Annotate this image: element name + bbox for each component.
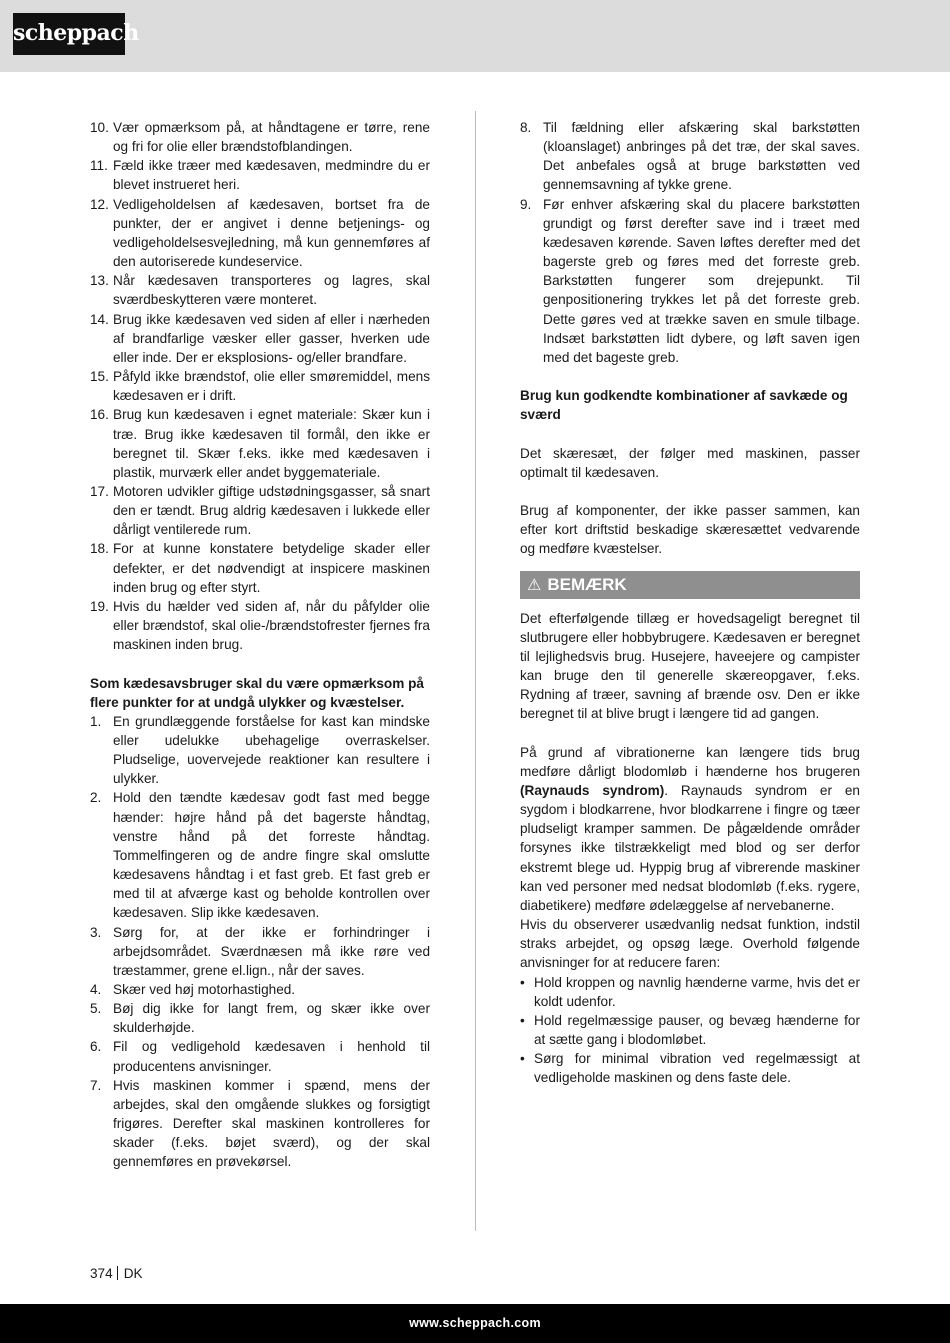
item-number: 12. — [90, 196, 109, 212]
right-column — [520, 118, 860, 1087]
paragraph: Brug af komponenter, der ikke passer sammen, kan efter kort driftstid beskadige skæresættet vedvarende og medføre kvæstelser. — [520, 503, 860, 557]
item-text: Før enhver afskæring skal du placere barkstøtten grundigt og først derefter save ind i træet med kædesaven kørende. Saven løftes derefter med det bagerste greb og føres med det forreste greb. Barkstøtten fungerer som drejepunkt. Til genpositionering trykkes let på det forreste greb. Dette gøres ved at trække saven en smule tilbage. Indsæt barkstøtten lidt dybere, og løft saven igen med det bageste greb. — [543, 196, 860, 365]
item-text: Vedligeholdelsen af kædesaven, bortset fra de punkter, der er angivet i denne betjenings- og vedligeholdelsesvejledning, må kun gennemføres af den autoriserede kundeservice. — [113, 196, 430, 270]
paragraph — [520, 743, 860, 915]
list-item — [520, 973, 860, 1011]
item-number: 1. — [90, 713, 102, 729]
item-number: 16. — [90, 407, 109, 423]
list-item — [90, 980, 430, 999]
list-item — [520, 118, 860, 195]
item-text: Hvis maskinen kommer i spænd, mens der arbejdes, skal den omgående slukkes og forsigtigt frigøres. Derefter skal maskinen kontrolleres for skader (f.eks. bøjet sværd), og der skal gennemføres en prøvekørsel. — [113, 1077, 430, 1170]
item-text: Når kædesaven transporteres og lagres, skal sværdbeskytteren være monteret. — [113, 273, 430, 308]
item-text: Skær ved høj motorhastighed. — [113, 982, 296, 998]
list-item — [90, 1076, 430, 1172]
item-number: 18. — [90, 541, 109, 557]
brand-logo: scheppach — [13, 13, 125, 55]
list-item — [90, 482, 430, 539]
bullet-icon: • — [520, 974, 525, 990]
item-text: Bøj dig ikke for langt frem, og skær ikke over skulderhøjde. — [113, 1001, 430, 1036]
list-item — [90, 195, 430, 272]
item-number: 15. — [90, 369, 109, 385]
item-text: Vær opmærksom på, at håndtagene er tørre, rene og fri for olie eller brændstofblandingen. — [113, 120, 430, 155]
item-number: 6. — [90, 1039, 102, 1055]
footer-separator — [117, 1266, 118, 1280]
item-text: Brug kun kædesaven i egnet materiale: Skær kun i træ. Brug ikke kædesaven til formål, den ikke er beregnet til. Skær f.eks. ikke med kædesaven i plastik, murværk eller andet byggemateriale. — [113, 407, 430, 480]
item-number: 10. — [90, 120, 109, 135]
section-heading: Brug kun godkendte kombinationer af savkæde og sværd — [520, 388, 848, 423]
item-text: Fæld ikke træer med kædesaven, medmindre du er blevet instrueret heri. — [113, 158, 430, 193]
language-code: DK — [123, 1266, 143, 1281]
item-number: 2. — [90, 790, 102, 806]
list-item — [90, 271, 430, 309]
list-item — [90, 118, 430, 156]
header-bar — [0, 0, 950, 72]
spacer — [520, 424, 860, 443]
list-item — [90, 712, 430, 789]
bullet-icon: • — [520, 1012, 525, 1028]
list-item — [90, 923, 430, 980]
note-title: BEMÆRK — [547, 574, 627, 594]
left-column — [90, 118, 430, 1172]
item-text: Hold den tændte kædesav godt fast med begge hænder: højre hånd på det bagerste håndtag, venstre hånd på det forreste håndtag. Tommelfingeren og de andre fingre skal omslutte kædesavens håndtag i et fast greb. Et fast greb er med til at afværge kast og beholde kontrollen over kædesaven. Slip ikke kædesaven. — [113, 790, 430, 921]
item-text: Hold kroppen og navnlig hænderne varme, hvis det er koldt udenfor. — [534, 974, 860, 1009]
paragraph: Det skæresæt, der følger med maskinen, passer optimalt til kædesaven. — [520, 445, 860, 480]
list-item — [90, 310, 430, 367]
item-number: 5. — [90, 1001, 102, 1017]
list-item — [90, 1037, 430, 1075]
item-text: Hvis du hælder ved siden af, når du påfylder olie eller brændstof, skal olie-/brændstofrester fjernes fra maskinen inden brug. — [113, 598, 430, 653]
list-item — [90, 367, 430, 405]
item-number: 3. — [90, 924, 102, 940]
paragraph: Hvis du observerer usædvanlig nedsat funktion, indstil straks arbejdet, og opsøg læge. Overhold følgende anvisninger for at reducere faren: — [520, 917, 860, 971]
list-item — [520, 1049, 860, 1087]
list-item — [90, 597, 430, 654]
page-number: 374 — [90, 1266, 113, 1281]
item-number: 13. — [90, 273, 109, 289]
item-number: 4. — [90, 982, 102, 998]
item-text: Motoren udvikler giftige udstødningsgasser, så snart den er tændt. Brug aldrig kædesaven i lukkede eller dårligt ventilerede rum. — [113, 483, 430, 538]
item-text: En grundlæggende forståelse for kast kan mindske eller udelukke ubehagelige overraskelser. Pludselige, uovervejede reaktioner kan resultere i ulykker. — [113, 713, 430, 787]
item-text: Fil og vedligehold kædesaven i henhold til producentens anvisninger. — [113, 1039, 430, 1074]
list-item — [90, 539, 430, 596]
spacer — [520, 723, 860, 742]
item-number: 11. — [90, 158, 108, 174]
item-text: For at kunne konstatere betydelige skader eller defekter, er det nødvendigt at inspicere maskinen inden brug og efter styrt. — [113, 541, 430, 595]
list-item — [90, 999, 430, 1037]
paragraph: Det efterfølgende tillæg er hovedsageligt beregnet til slutbrugere eller hobbybrugere. Kædesaven er beregnet til lejlighedsvis brug. Husejere, haveejere og campister kan bruge den til generelle skæreopgaver, f.eks. Rydning af træer, savning af brænde osv. Den er ikke beregnet til at blive brugt i længere tid ad gangen. — [520, 610, 860, 722]
item-number: 17. — [90, 483, 109, 499]
safety-list-continued — [90, 118, 430, 654]
paragraph-text: . Raynauds syndrom er en sygdom i blodkarrene, hvor blodkarrene i fingre og tæer pludseligt kramper sammen. De pågældende områder forsynes ikke tilstrækkeligt med blod og ser derfor ekstremt blege ud. Hyppig brug af vibrerende maskiner kan ved personer med nedsat blodomløb (f.eks. rygere, diabetikere) medføre ødelæggelse af nervebanerne. — [520, 782, 860, 913]
bullet-list — [520, 973, 860, 1088]
warning-icon: ⚠ — [527, 576, 542, 594]
item-number: 19. — [90, 598, 109, 614]
kickback-list — [90, 712, 430, 1172]
website-link[interactable]: www.scheppach.com — [409, 1316, 541, 1330]
list-item — [90, 788, 430, 922]
item-text: Hold regelmæssige pauser, og bevæg hænderne for at sætte gang i blodomløbet. — [534, 1012, 860, 1047]
item-text: Påfyld ikke brændstof, olie eller smøremiddel, mens kædesaven er i drift. — [113, 369, 430, 404]
spacer — [520, 482, 860, 501]
list-item — [520, 1011, 860, 1049]
item-number: 7. — [90, 1077, 102, 1093]
spacer — [520, 367, 860, 386]
item-number: 8. — [520, 120, 532, 135]
item-text: Sørg for, at der ikke er forhindringer i arbejdsområdet. Sværdnæsen må ikke røre ved træstammer, grene el.lign., når der saves. — [113, 924, 430, 978]
paragraph-text: På grund af vibrationerne kan længere tids brug medføre dårligt blodomløb i hænderne hos brugeren — [520, 744, 860, 779]
item-text: Sørg for minimal vibration ved regelmæssigt at vedligeholde maskinen og dens faste dele. — [534, 1051, 860, 1086]
bottom-bar — [0, 1304, 950, 1343]
item-number: 14. — [90, 311, 109, 327]
spacer — [90, 654, 430, 673]
item-text: Brug ikke kædesaven ved siden af eller i nærheden af brandfarlige væsker eller gasser, hverken ude eller inde. Der er eksplosions- og/eller brandfare. — [113, 311, 430, 365]
item-number: 9. — [520, 196, 532, 212]
section-heading: Som kædesavsbruger skal du være opmærksom på flere punkter for at undgå ulykker og kvæstelser. — [90, 675, 424, 710]
bullet-icon: • — [520, 1051, 525, 1067]
item-text: Til fældning eller afskæring skal barkstøtten (kloanslaget) anbringes på det træ, der skal saves. Det anbefales også at bruge barkstøtten ved gennemsavning af tykke grene. — [543, 120, 860, 193]
list-item — [520, 195, 860, 367]
page-footer — [90, 1265, 143, 1283]
note-banner — [520, 571, 860, 599]
bark-support-list — [520, 118, 860, 367]
list-item — [90, 405, 430, 482]
syndrome-term: (Raynauds syndrom) — [520, 782, 665, 798]
list-item — [90, 156, 430, 194]
column-divider — [475, 111, 476, 1231]
